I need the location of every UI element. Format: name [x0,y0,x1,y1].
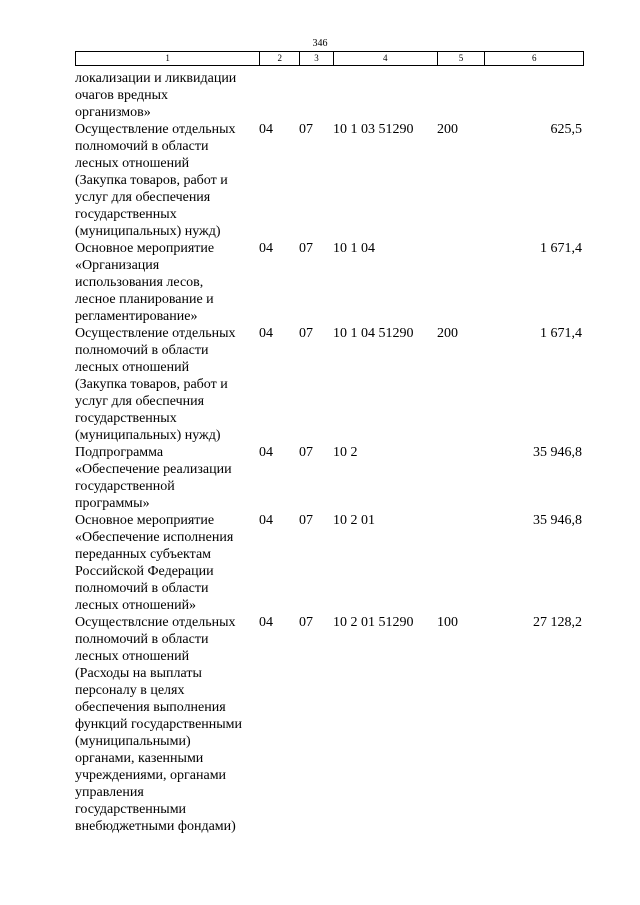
row-name: Осуществление отдельных полномочий в области лесных отношений (Закупка товаров, работ и услуг для обеспечния государственных (муниципальных) нужд) [75,326,236,443]
table-row [75,614,584,835]
row-amount: 35 946,8 [533,513,582,528]
row-subsection: 07 [299,615,313,630]
row-amount: 27 128,2 [533,615,582,630]
row-expense-type: 200 [437,326,458,341]
row-name: Осуществление отдельных полномочий в области лесных отношений (Закупка товаров, работ и услуг для обеспечения государственных (муниципальных) нужд) [75,122,236,239]
row-expense-type [437,512,485,614]
row-target-code: 10 2 [333,445,358,460]
row-amount: 35 946,8 [533,445,582,460]
header-col-2: 2 [259,52,299,65]
row-target-code: 10 2 01 [333,513,375,528]
row-target-code [333,70,437,121]
header-col-1: 1 [165,53,170,63]
row-name: Подпрограмма «Обеспечение реализации государственной программы» [75,445,232,511]
table-header [75,51,584,66]
row-section: 04 [259,615,273,630]
row-expense-type [437,240,485,325]
row-subsection: 07 [299,122,313,137]
row-amount: 1 671,4 [540,326,582,341]
row-name: Основное мероприятие «Организация использования лесов, лесное планирование и регламентирование» [75,241,215,324]
table-row [75,240,584,325]
row-name: Осуществлсние отдельных полномочий в области лесных отношений (Расходы на выплаты персоналу в целях обеспечения выполнения функций государственными (муниципальными) органами, казенными учреждениями, органами управления государственными внебюджетными фондами) [75,615,243,834]
row-subsection: 07 [299,513,313,528]
header-col-5: 5 [437,52,485,65]
row-section: 04 [259,445,273,460]
row-expense-type: 200 [437,122,458,137]
row-expense-type [437,70,485,121]
row-section: 04 [259,513,273,528]
row-name: локализации и ликвидации очагов вредных организмов» [75,71,237,120]
header-col-6: 6 [484,52,583,65]
table-row [75,512,584,614]
row-amount [485,70,584,121]
row-expense-type [437,444,485,512]
row-section: 04 [259,326,273,341]
row-section [259,70,299,121]
page-number: 346 [312,38,328,49]
header-col-4: 4 [333,52,437,65]
row-subsection: 07 [299,445,313,460]
row-section: 04 [259,122,273,137]
row-subsection [299,70,333,121]
table-body [75,70,584,835]
row-target-code: 10 1 04 [333,241,375,256]
row-amount: 625,5 [550,122,582,137]
table-row [75,444,584,512]
row-subsection: 07 [299,241,313,256]
row-target-code: 10 2 01 51290 [333,615,414,630]
table-row [75,325,584,444]
table-row [75,121,584,240]
header-col-3: 3 [299,52,333,65]
table-row [75,70,584,121]
row-section: 04 [259,241,273,256]
row-target-code: 10 1 04 51290 [333,326,414,341]
row-expense-type: 100 [437,615,458,630]
row-amount: 1 671,4 [540,241,582,256]
row-subsection: 07 [299,326,313,341]
row-name: Основное мероприятие «Обеспечение исполнения переданных субъектам Российской Федерации полномочий в области лесных отношений» [75,513,234,613]
row-target-code: 10 1 03 51290 [333,122,414,137]
